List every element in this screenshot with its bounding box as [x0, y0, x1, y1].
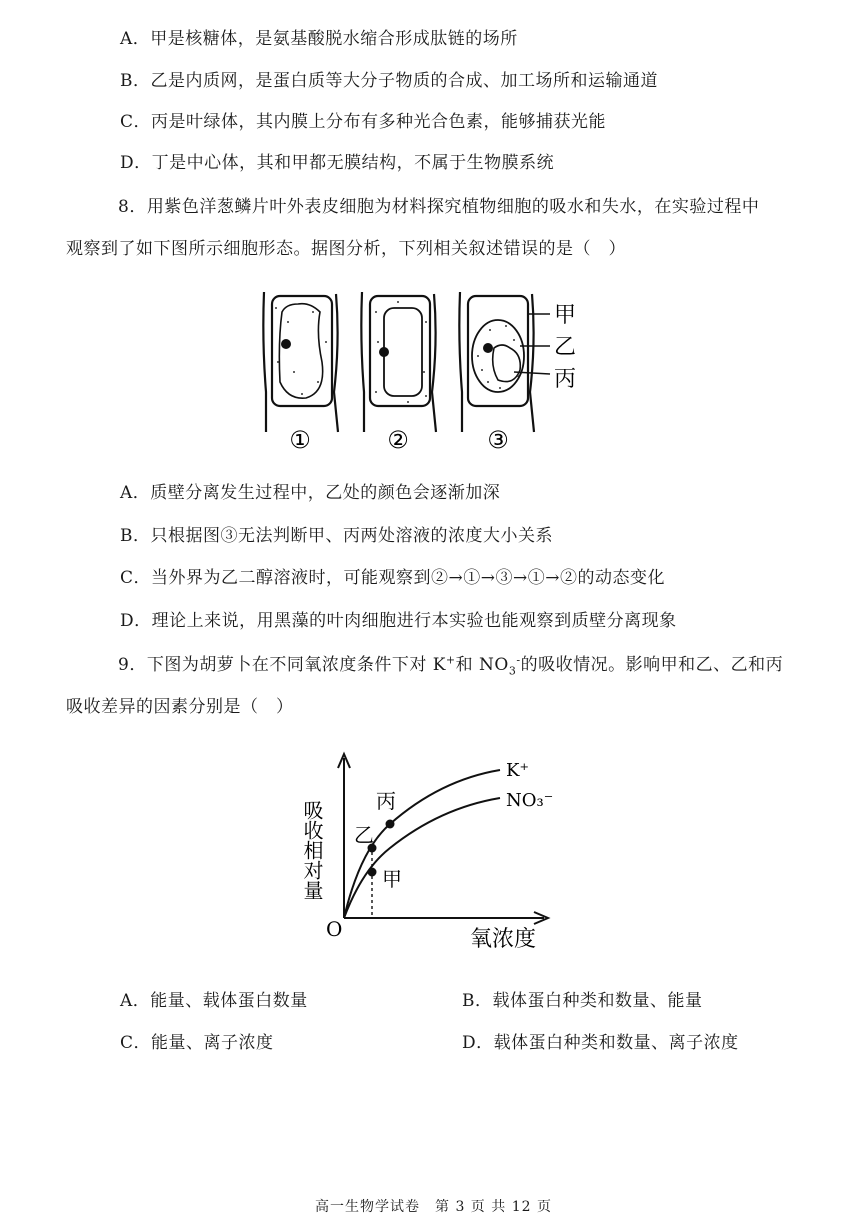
- origin-label: O: [326, 917, 343, 941]
- q7-option-c: C．丙是叶绿体，其内膜上分布有多种光合色素，能够捕获光能: [120, 112, 607, 132]
- plasmolysis-figure: [258, 282, 598, 454]
- y-axis-label: 吸收相对量: [300, 800, 324, 900]
- q8-option-b: B．只根据图③无法判断甲、丙两处溶液的浓度大小关系: [120, 526, 553, 546]
- point-jia: [368, 868, 377, 877]
- label-yi: 乙: [554, 335, 577, 360]
- oxygen-absorption-chart: [300, 740, 570, 960]
- q7-option-a: A．甲是核糖体，是氨基酸脱水缩合形成肽链的场所: [120, 29, 518, 49]
- cell-label-2: ②: [387, 426, 409, 454]
- label-jia: 甲: [554, 303, 577, 328]
- q9-stem-line2: 吸收差异的因素分别是（ ）: [66, 697, 294, 717]
- point-jia-label: 甲: [382, 867, 402, 891]
- q8-stem-line2: 观察到了如下图所示细胞形态。据图分析，下列相关叙述错误的是（ ）: [66, 239, 626, 259]
- series-k-label: K⁺: [506, 760, 529, 781]
- q8-option-c: C．当外界为乙二醇溶液时，可能观察到②→①→③→①→②的动态变化: [120, 568, 665, 588]
- q8-stem-line1: 8．用紫色洋葱鳞片叶外表皮细胞为材料探究植物细胞的吸水和失水，在实验过程中: [118, 197, 760, 217]
- cell-label-3: ③: [487, 426, 509, 454]
- q9-option-b: B．载体蛋白种类和数量、能量: [462, 991, 703, 1011]
- q9-option-c: C．能量、离子浓度: [120, 1033, 274, 1053]
- point-yi-label: 乙: [354, 823, 374, 847]
- q9-option-d: D．载体蛋白种类和数量、离子浓度: [462, 1033, 739, 1053]
- point-bing-label: 丙: [376, 789, 396, 813]
- series-no3-label: NO₃⁻: [506, 790, 554, 811]
- page-footer: 高一生物学试卷 第 3 页 共 12 页: [315, 1199, 552, 1215]
- q9-option-a: A．能量、载体蛋白数量: [120, 991, 308, 1011]
- q7-option-d: D．丁是中心体，其和甲都无膜结构，不属于生物膜系统: [120, 153, 555, 173]
- q8-option-d: D．理论上来说，用黑藻的叶肉细胞进行本实验也能观察到质壁分离现象: [120, 611, 677, 631]
- q7-option-b: B．乙是内质网，是蛋白质等大分子物质的合成、加工场所和运输通道: [120, 71, 658, 91]
- q9-stem-line1: 9．下图为胡萝卜在不同氧浓度条件下对 K+和 $NO_3^-$的吸收情况。影响甲和乙、乙和丙: [118, 653, 784, 678]
- q8-option-a: A．质壁分离发生过程中，乙处的颜色会逐渐加深: [120, 483, 501, 503]
- label-bing: 丙: [554, 367, 577, 392]
- x-axis-label: 氧浓度: [470, 927, 537, 952]
- point-bing: [386, 820, 395, 829]
- series-no3-curve: [344, 798, 500, 918]
- cell-label-1: ①: [289, 426, 311, 454]
